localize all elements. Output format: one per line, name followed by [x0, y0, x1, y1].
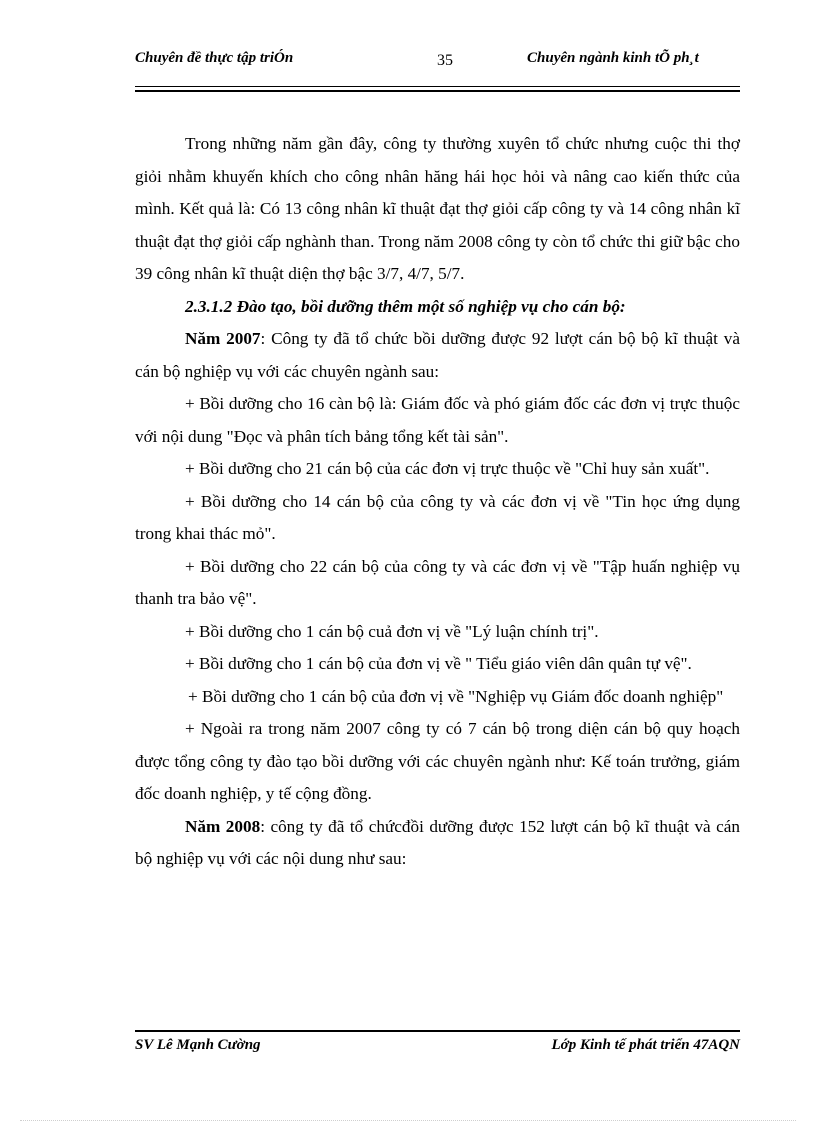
footer-author: SV Lê Mạnh Cường: [135, 1037, 261, 1053]
paragraph-2008: [135, 811, 740, 876]
header-rule-thin: [135, 86, 740, 87]
list-item: + Bồi dưỡng cho 1 cán bộ của đơn vị về " Tiểu giáo viên dân quân tự vệ".: [185, 654, 692, 673]
header-right-title: Chuyên ngành kinh tÕ ph¸t: [527, 50, 699, 66]
year-2008-text: : công ty đã tổ chứcđồi dưỡng được 152 lượt cán bộ kĩ thuật và cán bộ nghiệp vụ với các nội dung như sau:: [135, 816, 741, 868]
paragraph-intro: Trong những năm gần đây, công ty thường xuyên tổ chức nhưng cuộc thi thợ giỏi nhằm khuyến khích cho công nhân hăng hái học hỏi và nâng cao kiến thức của mình. Kết quả là: Có 13 công nhân kĩ thuật đạt thợ giỏi cấp công ty và 14 công nhân kĩ thuật đạt thợ giỏi cấp nghành than. Trong năm 2008 công ty còn tổ chức thi giữ bậc cho 39 công nhân kĩ thuật diện thợ bậc 3/7, 4/7, 5/7.: [135, 134, 740, 283]
list-item: + Bồi dưỡng cho 16 càn bộ là: Giám đốc và phó giám đốc các đơn vị trực thuộc với nội dung "Đọc và phân tích bảng tổng kết tài sản".: [135, 394, 740, 446]
body-text: [135, 128, 740, 876]
list-item: + Bồi dưỡng cho 1 cán bộ cuả đơn vị về "Lý luận chính trị".: [185, 621, 599, 641]
year-2007-text: : Công ty đã tổ chức bồi dưỡng được 92 lượt cán bộ bộ kĩ thuật và cán bộ nghiệp vụ với các chuyên ngành sau:: [135, 329, 741, 381]
page-bottom-dotted-edge: [20, 1120, 796, 1121]
footer-rule: [135, 1030, 740, 1032]
header-left-title: Chuyên đề thực tập triÓn: [135, 50, 294, 66]
header-rule-thick: [135, 90, 740, 92]
year-2007-label: Năm 2007: [185, 329, 261, 348]
list-item: + Bồi dưỡng cho 21 cán bộ của các đơn vị trực thuộc về "Chỉ huy sản xuất".: [185, 459, 710, 478]
footer-class: Lớp Kinh tế phát triển 47AQN: [551, 1037, 740, 1053]
list-item: + Bồi dưỡng cho 1 cán bộ của đơn vị về "Nghiệp vụ Giám đốc doanh nghiệp": [188, 686, 724, 706]
page-number: 35: [437, 52, 453, 69]
list-item: + Bồi dưỡng cho 14 cán bộ của công ty và các đơn vị về "Tin học ứng dụng trong khai thác mỏ".: [135, 491, 740, 543]
list-item: + Bồi dưỡng cho 22 cán bộ của công ty và các đơn vị về "Tập huấn nghiệp vụ thanh tra bảo vệ".: [135, 556, 740, 608]
section-heading: 2.3.1.2 Đào tạo, bồi dưỡng thêm một số nghiệp vụ cho cán bộ:: [185, 296, 626, 316]
year-2008-label: Năm 2008: [185, 816, 261, 836]
paragraph-2007: [135, 323, 740, 388]
list-item: + Ngoài ra trong năm 2007 công ty có 7 cán bộ trong diện cán bộ quy hoạch được tổng công ty đào tạo bồi dưỡng với các chuyên ngành như: Kế toán trưởng, giám đốc doanh nghiệp, y tế cộng đồng.: [135, 719, 740, 803]
